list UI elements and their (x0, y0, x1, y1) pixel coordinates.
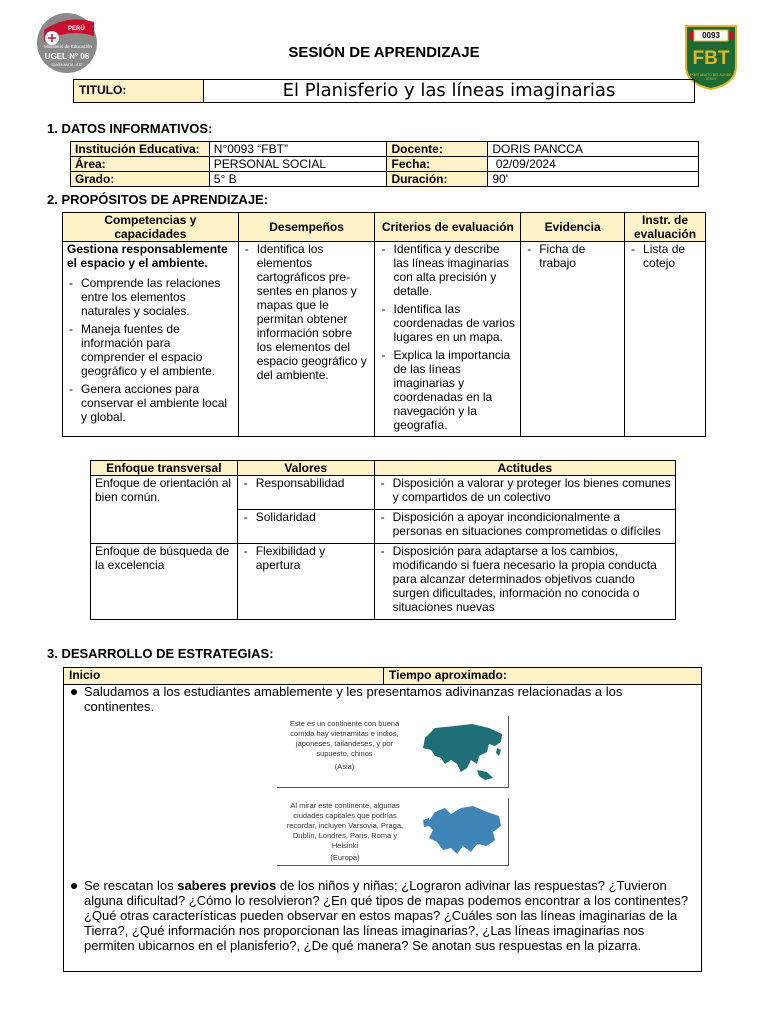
valor-cell (237, 510, 374, 544)
bullet-list-2 (64, 878, 696, 953)
ugel-sub: SANTA ANITA - ATE (51, 63, 83, 67)
ugel-country: PERÚ (68, 26, 85, 32)
header-valores: Valores (237, 461, 374, 476)
competencias-cell (63, 242, 239, 437)
school-ring: FORTUNATO BELAUNDE TERRY (690, 73, 732, 81)
titulo-value: El Planisferio y las líneas imaginarias (282, 80, 616, 101)
instrumento-cell (625, 242, 706, 437)
enfoques-table (90, 460, 676, 620)
valor-list (242, 510, 370, 524)
list-item: - Genera acciones para conservar el ambiente local y global. (67, 382, 234, 424)
riddle-europe-box (277, 798, 509, 866)
section3-heading: 3. DESARROLLO DE ESTRATEGIAS: (47, 646, 274, 661)
actitud-list (379, 544, 671, 614)
list-item: - Identifica los elementos cartográficos pre-sentes en planos y mapas que le permitan obtener información sobre los elementos del espacio geográfico y del ambiente. (243, 242, 371, 382)
table-row (91, 476, 676, 510)
list-item: - Ficha de trabajo (525, 242, 620, 270)
datos-value: 90' (488, 172, 699, 187)
estrategias-box (63, 667, 702, 972)
actitud-cell (374, 510, 675, 544)
list-item: - Lista de cotejo (629, 242, 701, 270)
list-item: - Responsabilidad (242, 476, 370, 490)
header-actitudes: Actitudes (374, 461, 675, 476)
school-initials: FBT (692, 48, 730, 69)
bullet2-bold: saberes previos (177, 878, 277, 893)
actitud-cell (374, 476, 675, 510)
asia-map (417, 720, 507, 785)
evidencia-cell (521, 242, 625, 437)
bullet2-pre: Se rescatan los (84, 878, 178, 893)
list-item (64, 878, 696, 953)
header-evidencia: Evidencia (521, 213, 625, 242)
ugel-logo (34, 12, 100, 74)
valor-cell (237, 544, 374, 620)
ugel-org: Ministerio de Educación (44, 44, 92, 49)
actitud-list (379, 476, 671, 504)
list-item: - Identifica y describe las líneas imaginarias con alta precisión y detalle. (379, 242, 516, 298)
table-row (91, 544, 676, 620)
titulo-box (73, 79, 695, 103)
riddle-europe-answer: (Europa) (330, 853, 360, 862)
datos-value: DORIS PANCCA (488, 142, 699, 157)
europe-map (417, 802, 505, 862)
datos-value: 02/09/2024 (488, 157, 699, 172)
header-criterios: Criterios de evaluación (375, 213, 521, 242)
datos-row (71, 172, 699, 187)
header-desempenos: Desempeños (238, 213, 375, 242)
datos-value: 5° B (209, 172, 387, 187)
riddle-europe-text: Al mirar este continente, algunas ciudades capitales que podrías recordar, incluyen Varsovia, Praga, Dublín, Londres, Paris, Roma y Helsinki (286, 801, 404, 850)
school-code: 0093 (702, 31, 720, 40)
bullet-list-1 (64, 684, 684, 714)
datos-row (71, 157, 699, 172)
datos-value: N°0093 “FBT” (209, 142, 387, 157)
list-item: - Identifica las coordenadas de varios lugares en un mapa. (379, 302, 516, 344)
datos-label: Área: (71, 157, 210, 172)
section1-heading: 1. DATOS INFORMATIVOS: (47, 121, 213, 136)
section2-heading: 2. PROPÓSITOS DE APRENDIZAJE: (47, 192, 269, 207)
header-instrumento: Instr. de evaluación (625, 213, 706, 242)
titulo-label: TITULO: (74, 80, 204, 102)
criterios-cell (375, 242, 521, 437)
valor-list (242, 544, 370, 572)
datos-label: Docente: (387, 142, 488, 157)
datos-row (71, 142, 699, 157)
list-item: - Disposición a valorar y proteger los bienes comunes y compartidos de un colectivo (379, 476, 671, 504)
header-competencias: Competencias y capacidades (63, 213, 239, 242)
list-item: - Maneja fuentes de información para comprender el espacio geográfico y el ambiente. (67, 322, 234, 378)
propositos-table (62, 212, 706, 437)
valor-cell (237, 476, 374, 510)
riddle-asia-text: Este es un continente con buena comida hay vietnamitas e indios, japoneses, tailandeses, y por supuesto, chinos (289, 719, 400, 758)
datos-label: Duración: (387, 172, 488, 187)
list-item: - Comprende las relaciones entre los elementos naturales y sociales. (67, 276, 234, 318)
list-item: Saludamos a los estudiantes amablemente y les presentamos adivinanzas relacionadas a los continentes. (64, 684, 684, 714)
competencia-title: Gestiona responsablemente el espacio y el ambiente. (67, 242, 228, 270)
riddle-asia-box (277, 716, 509, 788)
datos-label: Grado: (71, 172, 210, 187)
list-item: - Flexibilidad y apertura (242, 544, 370, 572)
riddle-asia-answer: (Asia) (334, 762, 355, 771)
datos-value: PERSONAL SOCIAL (209, 157, 387, 172)
inicio-label: Inicio (69, 668, 101, 682)
datos-label: Institución Educativa: (71, 142, 210, 157)
page-title: SESIÓN DE APRENDIZAJE (288, 44, 480, 61)
list-item: - Solidaridad (242, 510, 370, 524)
instrumento-list (629, 242, 701, 270)
list-item: - Disposición para adaptarse a los cambios, modificando si fuera necesario la propia conducta para alcanzar determinados objetivos cuando surgen dificultades, información no conocida o situaciones nuevas (379, 544, 671, 614)
criterios-list (379, 242, 516, 432)
desempenos-cell (238, 242, 375, 437)
capacidades-list (67, 276, 234, 424)
enfoque-cell: Enfoque de orientación al bien común. (91, 476, 238, 544)
header-enfoque: Enfoque transversal (91, 461, 238, 476)
datos-label: Fecha: (387, 157, 488, 172)
enfoques-header-row (91, 461, 676, 476)
actitud-list (379, 510, 671, 538)
list-item: - Explica la importancia de las líneas imaginarias y coordenadas en la navegación y la geografía. (379, 348, 516, 432)
evidencia-list (525, 242, 620, 270)
ugel-number: UGEL N° 06 (44, 52, 90, 61)
desempenos-list (243, 242, 371, 382)
tiempo-label: Tiempo aproximado: (389, 668, 507, 682)
actitud-cell (374, 544, 675, 620)
datos-table (70, 141, 699, 187)
list-item: - Disposición a apoyar incondicionalmente a personas en situaciones comprometidas o difíciles (379, 510, 671, 538)
inicio-header (64, 668, 701, 685)
header-divider (383, 668, 384, 684)
valor-list (242, 476, 370, 490)
bullet2-post: de los niños y niñas; ¿Lograron adivinar las respuestas? ¿Tuvieron alguna dificultad? ¿Cómo lo resolvieron? ¿En qué tipos de mapas podemos encontrar a los continentes? ¿Qué otras características pueden observar en estos mapas? ¿Cuáles son las líneas imaginarias de la Tierra?, ¿Qué información nos proporcionan las líneas imaginarias?, ¿Las líneas imaginarias nos permiten ubicarnos en el planisferio?, ¿De qué manera? Se anotan sus respuestas en la pizarra. (84, 878, 692, 953)
enfoque-cell: Enfoque de búsqueda de la excelencia (91, 544, 238, 620)
propositos-header-row (63, 213, 706, 242)
propositos-body-row (63, 242, 706, 437)
